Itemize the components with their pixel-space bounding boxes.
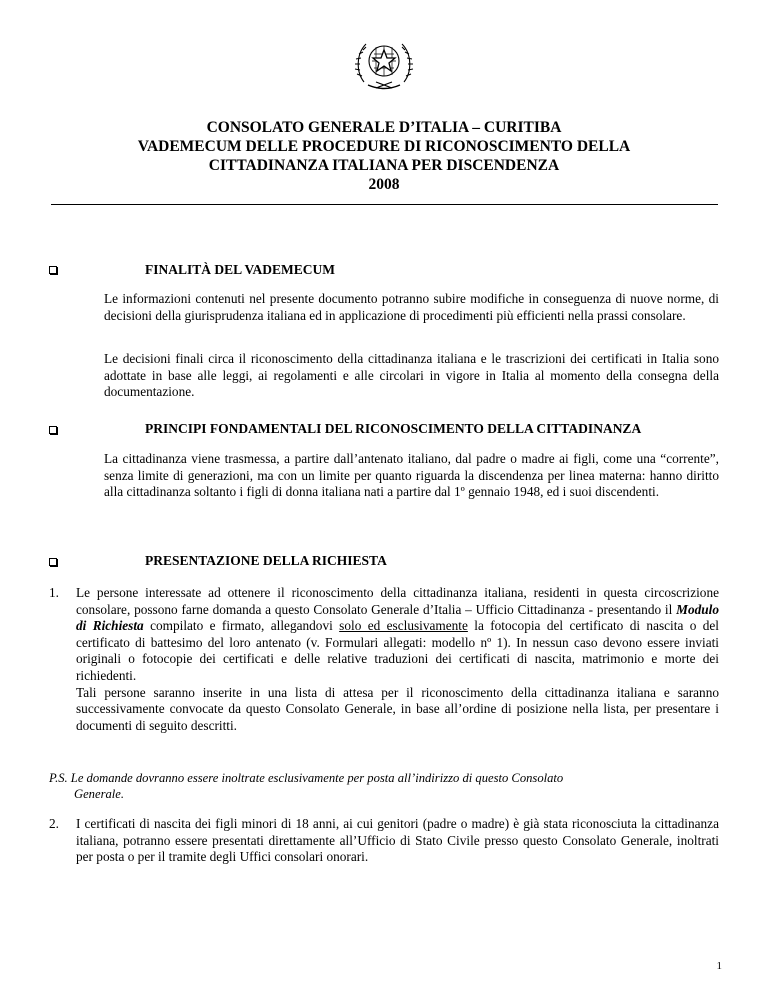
bullet-square-icon [49,426,57,434]
postscript-note [49,770,719,802]
underlined-text: solo ed esclusivamente [339,618,468,634]
modulo-richiesta-emphasis: Modulo di Richiesta [76,601,719,634]
section-heading-presentazione: PRESENTAZIONE DELLA RICHIESTA [145,553,387,568]
section-heading-finalita: FINALITÀ DEL VADEMECUM [145,262,336,277]
bullet-square-icon [49,266,57,274]
postscript-line-1: P.S. Le domande dovranno essere inoltrate esclusivamente per posta all’indirizzo di questo Consolato [49,771,564,785]
document-title [0,118,768,194]
list-item-1-text-b: compilato e firmato, allegandovi [143,618,340,634]
title-line-1: CONSOLATO GENERALE D’ITALIA – CURITIBA [206,119,562,136]
bullet-square-icon [49,558,57,566]
paragraph-principi: La cittadinanza viene trasmessa, a partire dall’antenato italiano, dal padre o madre ai figli, come una “corrente”, senza limite di generazioni, ma con un limite per quanto riguarda la discendenza per linea materna: hanno diritto alla cittadinanza soltanto i figli di donna italiana nati a partire dal 1º gennaio 1948, ed i suoi discendenti. [104,451,719,500]
list-item-1-text-a: Le persone interessate ad ottenere il riconoscimento della cittadinanza italiana, residenti in questa circoscrizione consolare, possono farne domanda a questo Consolato Generale d’Italia – Ufficio Cittadinanza - presentando il [76,585,719,617]
page-number: 1 [716,960,722,972]
list-number-1: 1. [49,585,59,600]
italian-republic-emblem-icon [354,32,414,94]
list-item-2: I certificati di nascita dei figli minori di 18 anni, ai cui genitori (padre o madre) è già stata riconosciuta la cittadinanza italiana, potranno essere presentati direttamente all’Ufficio di Stato Civile presso questo Consolato Generale, inoltrati per posta o per il tramite degli Uffici consolari onorari. [76,816,719,865]
postscript-line-2: Generale. [74,787,125,801]
list-item-1-text-d: Tali persone saranno inserite in una lista di attesa per il riconoscimento della cittadinanza italiana e saranno successivamente convocate da questo Consolato Generale, in base all’ordine di posizione nella lista, per presentare i documenti di seguito descritti. [76,684,719,733]
title-year: 2008 [368,176,400,193]
title-line-2: VADEMECUM DELLE PROCEDURE DI RICONOSCIMENTO DELLA [137,138,631,155]
list-item-1-text-c: la fotocopia del certificato di nascita o del certificato di battesimo del loro antenato (v. Formulari allegati: modello nº 1). In nessun caso devono essere inviati originali o fotocopie dei certificati e delle relative traduzioni dei certificati di nascita, matrimonio e morte dei richiedenti. [76,618,719,683]
section-heading-principi: PRINCIPI FONDAMENTALI DEL RICONOSCIMENTO DELLA CITTADINANZA [145,421,642,436]
list-item-1 [76,585,719,734]
title-line-3: CITTADINANZA ITALIANA PER DISCENDENZA [208,157,560,174]
paragraph-finalita-1: Le informazioni contenuti nel presente documento potranno subire modifiche in conseguenza di nuove norme, di decisioni della giurisprudenza italiana ed in applicazione di procedimenti più efficienti nella prassi consolare. [104,291,719,323]
list-number-2: 2. [49,816,59,831]
paragraph-finalita-2: Le decisioni finali circa il riconoscimento della cittadinanza italiana e le trascrizioni dei certificati in Italia sono adottate in base alle leggi, ai regolamenti e alle circolari in vigore in Italia al momento della consegna della documentazione. [104,351,719,400]
horizontal-divider [51,204,718,205]
